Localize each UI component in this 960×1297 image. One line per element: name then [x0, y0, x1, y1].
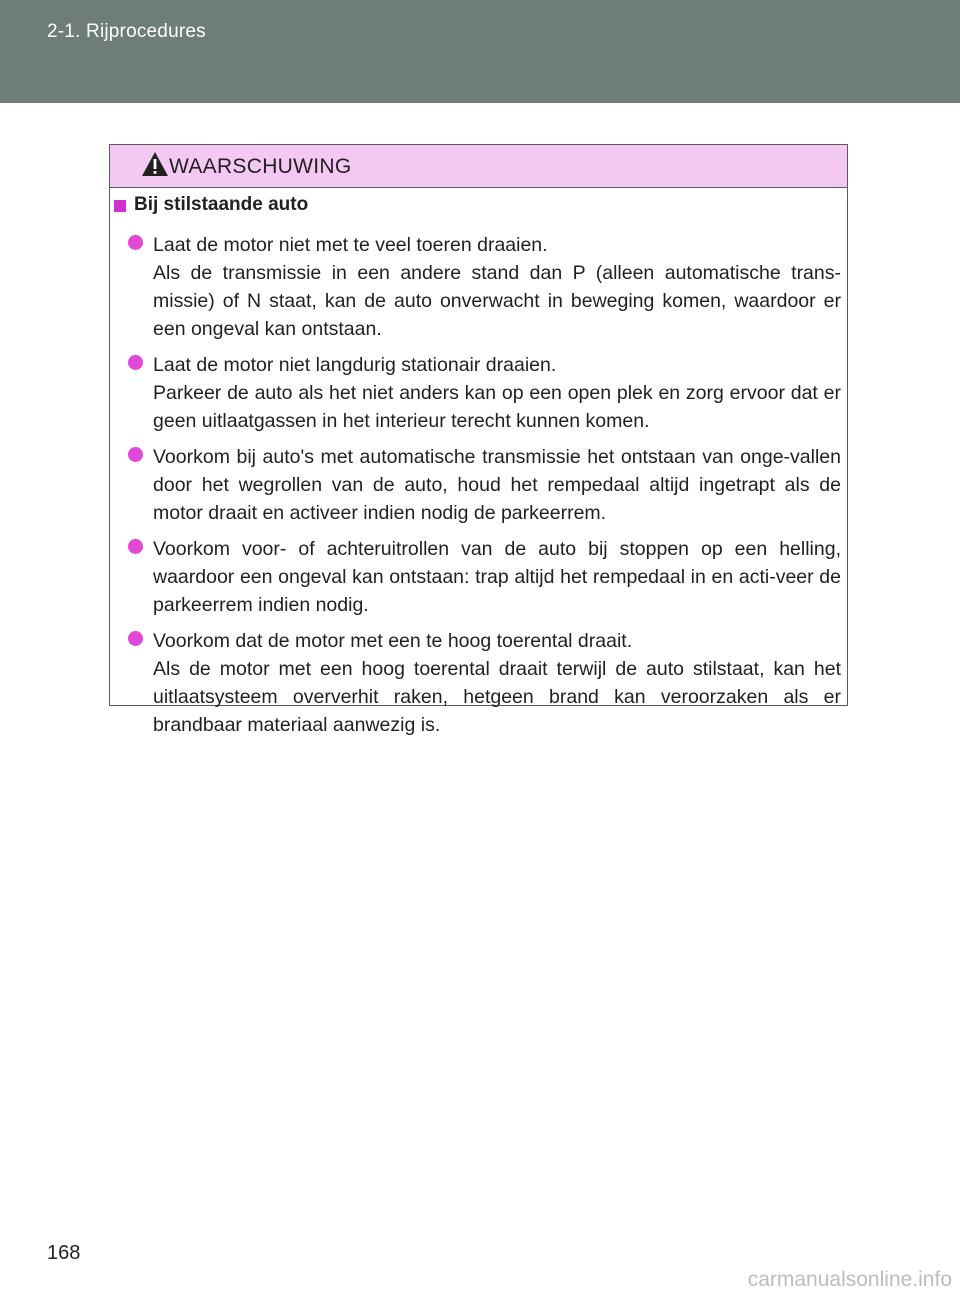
- bullet-dot-icon: [128, 447, 143, 462]
- list-item: [128, 535, 841, 619]
- subsection-title: Bij stilstaande auto: [134, 194, 309, 215]
- square-bullet-icon: [114, 200, 126, 212]
- list-item: [128, 231, 841, 343]
- subsection-heading: [114, 194, 308, 216]
- section-title: 2-1. Rijprocedures: [47, 21, 206, 42]
- item-body: Voorkom bij auto's met automatische transmissie het ontstaan van onge-vallen door het wegrollen van de auto, houd het rempedaal altijd ingetrapt als de motor draait en activeer indien nodig de parkeerrem.: [153, 446, 841, 524]
- page-number: 168: [47, 1242, 81, 1264]
- list-item: [128, 351, 841, 435]
- bullet-dot-icon: [128, 235, 143, 250]
- item-body: Als de motor met een hoog toerental draait terwijl de auto stilstaat, kan het uitlaatsysteem oververhit raken, hetgeen brand kan veroorzaken als er brandbaar materiaal aanwezig is.: [153, 658, 841, 736]
- item-lead: Laat de motor niet met te veel toeren draaien.: [153, 234, 548, 256]
- item-lead: Voorkom dat de motor met een te hoog toerental draait.: [153, 630, 633, 652]
- warning-header: [110, 145, 847, 188]
- warning-box: [109, 144, 848, 736]
- item-body: Voorkom voor- of achteruitrollen van de auto bij stoppen op een helling, waardoor een ongeval kan ontstaan: trap altijd het rempedaal in en acti-veer de parkeerrem indien nodig.: [153, 538, 841, 616]
- list-item: [128, 627, 841, 739]
- item-body: Parkeer de auto als het niet anders kan op een open plek en zorg ervoor dat er geen uitlaatgassen in het interieur terecht kunnen komen.: [153, 382, 841, 432]
- header-band: [0, 0, 960, 103]
- bullet-dot-icon: [128, 355, 143, 370]
- warning-items: [128, 231, 841, 747]
- bullet-dot-icon: [128, 539, 143, 554]
- bullet-dot-icon: [128, 631, 143, 646]
- watermark: carmanualsonline.info: [747, 1268, 952, 1291]
- warning-triangle-icon: [141, 151, 169, 177]
- warning-title: WAARSCHUWING: [169, 155, 352, 178]
- item-body: Als de transmissie in een andere stand dan P (alleen automatische trans-missie) of N staat, kan de auto onverwacht in beweging komen, waardoor er een ongeval kan ontstaan.: [153, 262, 841, 340]
- item-lead: Laat de motor niet langdurig stationair draaien.: [153, 354, 557, 376]
- list-item: [128, 443, 841, 527]
